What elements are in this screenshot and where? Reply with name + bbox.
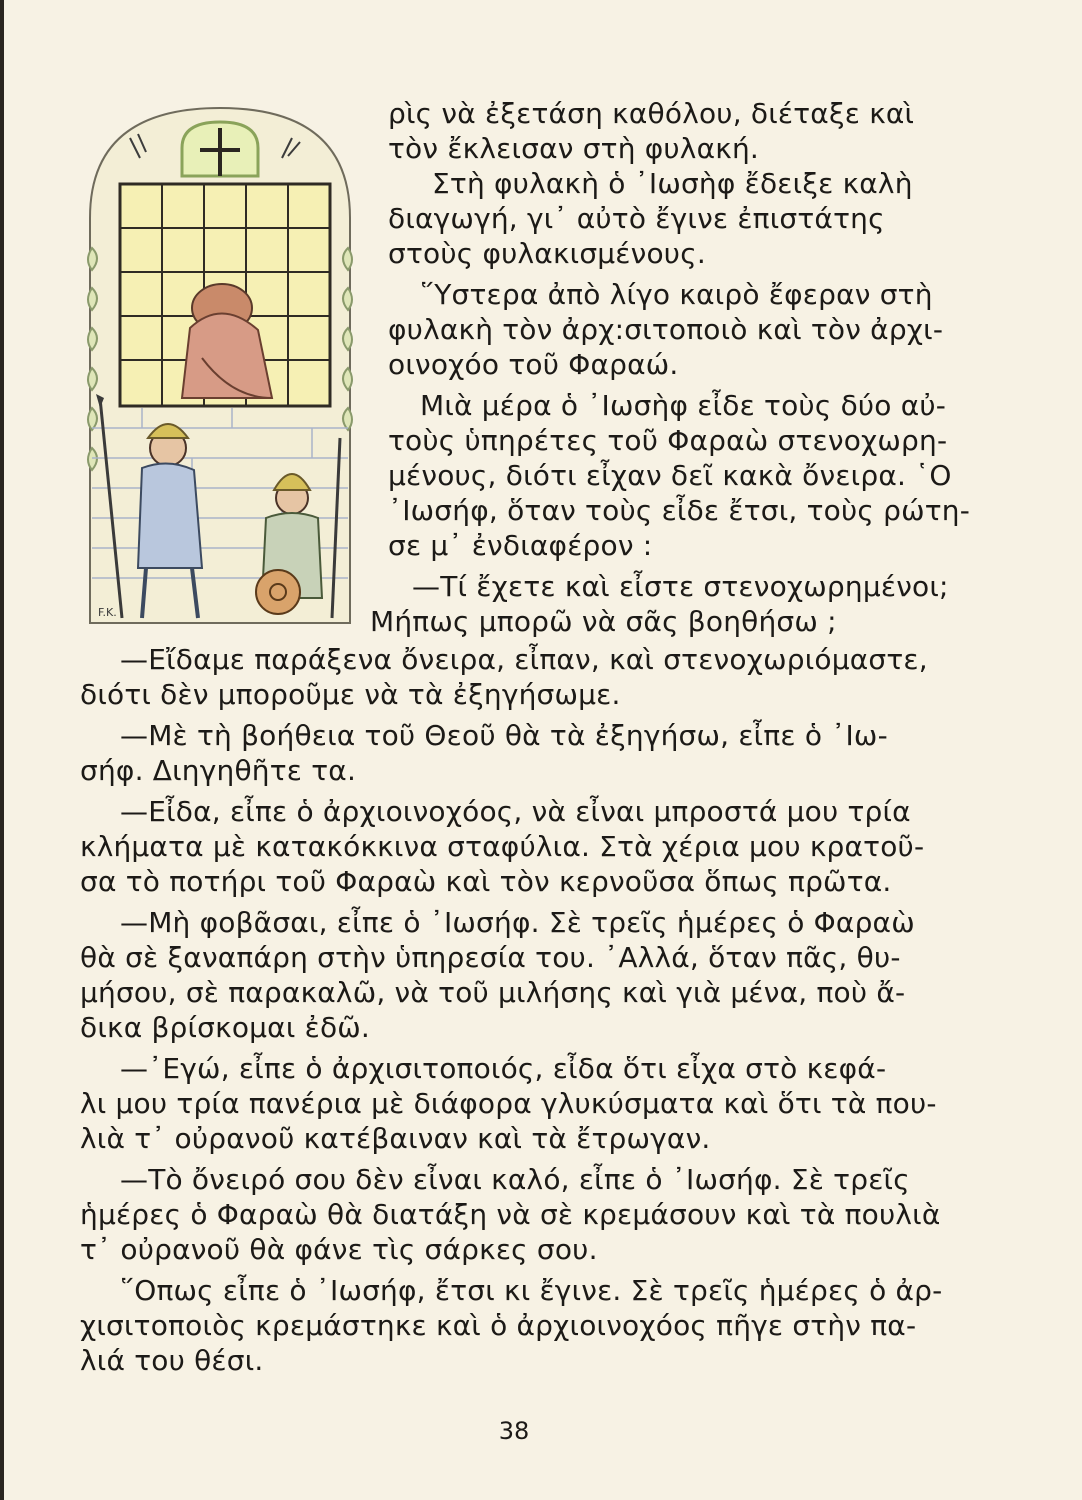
text-line: διαγωγή, γι᾿ αὐτὸ ἔγινε ἐπιστάτης [388,202,885,235]
text-line: —Μὲ τὴ βοήθεια τοῦ Θεοῦ θὰ τὰ ἐξηγήσω, εἶπε ὁ ᾿Ιω- [120,719,888,752]
text-line: τ᾿ οὐρανοῦ θὰ φάνε τὶς σάρκες σου. [80,1233,598,1266]
text-line: τὸν ἔκλεισαν στὴ φυλακή. [388,132,759,165]
text-line: Στὴ φυλακὴ ὁ ᾿Ιωσὴφ ἔδειξε καλὴ [432,167,913,200]
text-line: —᾿Εγώ, εἶπε ὁ ἀρχισιτοποιός, εἶδα ὅτι εἶχα στὸ κεφά- [120,1052,887,1085]
text-column-top [370,96,970,639]
text-line: —Τὸ ὄνειρό σου δὲν εἶναι καλό, εἶπε ὁ ᾿Ιωσήφ. Σὲ τρεῖς [120,1163,910,1196]
text-line: στοὺς φυλακισμένους. [388,237,706,270]
text-line: λιὰ τ᾿ οὐρανοῦ κατέβαιναν καὶ τὰ ἔτρωγαν. [80,1122,711,1155]
text-line: σα τὸ ποτήρι τοῦ Φαραὼ καὶ τὸν κερνοῦσα ὅπως πρῶτα. [80,865,892,898]
text-line: τοὺς ὑπηρέτες τοῦ Φαραὼ στενοχωρη- [388,424,948,457]
text-line: σε μ᾿ ἐνδιαφέρον : [388,529,653,562]
text-line: οινοχόο τοῦ Φαραώ. [388,348,679,381]
text-line: ῞Υστερα ἀπὸ λίγο καιρὸ ἔφεραν στὴ [420,278,933,311]
text-line: —Μὴ φοβᾶσαι, εἶπε ὁ ᾿Ιωσήφ. Σὲ τρεῖς ἡμέρες ὁ Φαραὼ [120,906,915,939]
text-line: —Τί ἔχετε καὶ εἶστε στενοχωρημένοι; [412,570,949,603]
text-line: χισιτοποιὸς κρεμάστηκε καὶ ὁ ἀρχιοινοχόος πῆγε στὴν πα- [80,1309,917,1342]
prison-illustration [82,98,358,628]
text-line: Μιὰ μέρα ὁ ᾿Ιωσὴφ εἶδε τοὺς δύο αὐ- [420,389,947,422]
text-column-full [80,642,970,1378]
text-line: λι μου τρία πανέρια μὲ διάφορα γλυκύσματα καὶ ὅτι τὰ που- [80,1087,937,1120]
text-line: —Εἴδαμε παράξενα ὄνειρα, εἶπαν, καὶ στενοχωριόμαστε, [120,643,928,676]
text-line: διότι δὲν μποροῦμε νὰ τὰ ἐξηγήσωμε. [80,678,621,711]
text-line: μένους, διότι εἶχαν δεῖ κακὰ ὄνειρα. ῾Ο [388,459,952,492]
svg-text:F.K.: F.K. [98,606,117,619]
text-line: —Εἶδα, εἶπε ὁ ἀρχιοινοχόος, νὰ εἶναι μπροστά μου τρία [120,795,911,828]
text-line: μήσου, σὲ παρακαλῶ, νὰ τοῦ μιλήσης καὶ γιὰ μένα, ποὺ ἄ- [80,976,906,1009]
text-line: ἡμέρες ὁ Φαραὼ θὰ διατάξη νὰ σὲ κρεμάσουν καὶ τὰ πουλιὰ [80,1198,941,1231]
text-line: δικα βρίσκομαι ἐδῶ. [80,1011,371,1044]
text-line: θὰ σὲ ξαναπάρη στὴν ὑπηρεσία του. ᾿Αλλά, ὅταν πᾶς, θυ- [80,941,901,974]
text-line: φυλακὴ τὸν ἀρχ:σιτοποιὸ καὶ τὸν ἀρχι- [388,313,944,346]
text-line: ρὶς νὰ ἐξετάση καθόλου, διέταξε καὶ [388,97,915,130]
text-line: κλήματα μὲ κατακόκκινα σταφύλια. Στὰ χέρια μου κρατοῦ- [80,830,925,863]
text-line: ᾿Ιωσήφ, ὅταν τοὺς εἶδε ἔτσι, τοὺς ρώτη- [388,494,971,527]
text-line: σήφ. Διηγηθῆτε τα. [80,754,357,787]
page-number: 38 [498,1417,530,1445]
text-line: λιά του θέσι. [80,1344,264,1377]
text-line: ῞Οπως εἶπε ὁ ᾿Ιωσήφ, ἔτσι κι ἔγινε. Σὲ τρεῖς ἡμέρες ὁ ἀρ- [120,1274,943,1307]
text-line: Μήπως μπορῶ νὰ σᾶς βοηθήσω ; [370,605,837,638]
